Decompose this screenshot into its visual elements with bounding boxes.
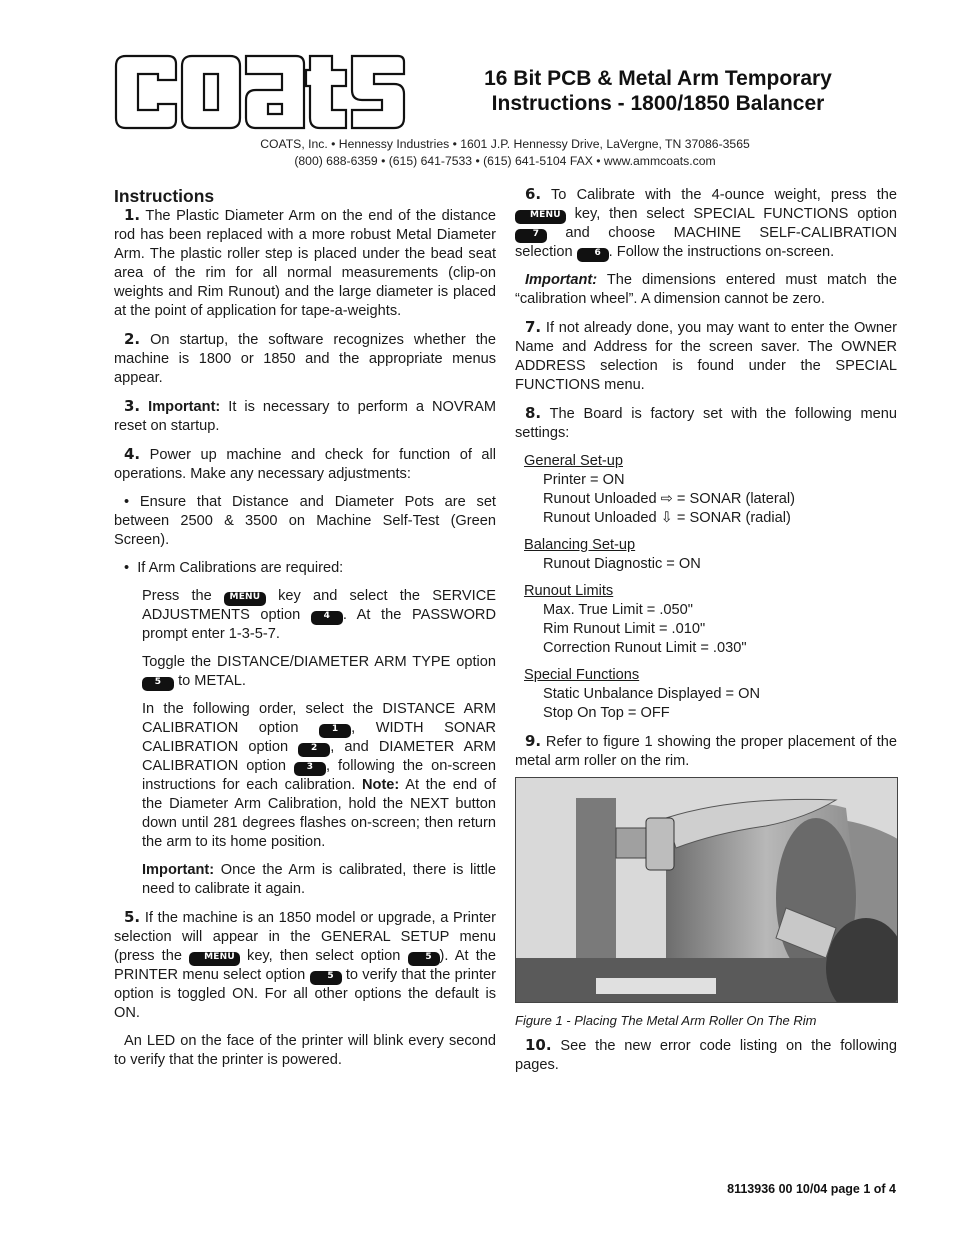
document-title: [440, 66, 876, 116]
coats-logo: [110, 52, 408, 132]
text: The Board is factory set with the following menu settings:: [515, 406, 897, 441]
text: , and DIAMETER ARM CALIBRATION option: [142, 739, 497, 774]
text: At the end of the Diameter Arm Calibration, hold the NEXT button down until 281 degrees flashes on-screen; then return the arm to its home position.: [142, 777, 496, 850]
sub-step-1: [114, 587, 496, 644]
key-4-icon: 4: [311, 611, 343, 625]
text: key and select the SERVICE ADJUSTMENTS option: [142, 588, 496, 623]
setting-item: Stop On Top = OFF: [543, 705, 670, 721]
bullet-icon: •: [124, 560, 130, 576]
settings-group-heading: General Set-up: [524, 453, 623, 469]
step-text: On startup, the software recognizes whether the machine is 1800 or 1850 and the appropriate menus appear.: [114, 332, 497, 386]
step-7: [515, 318, 897, 395]
text: See the new error code listing on the following pages.: [515, 1038, 897, 1073]
bullet-text: Ensure that Distance and Diameter Pots are set between 2500 & 3500 on Machine Self-Test (Green Screen).: [114, 494, 496, 548]
figure-1-photo: [515, 777, 898, 1003]
sub-step-3: [114, 700, 496, 852]
text: and choose MACHINE SELF-CALIBRATION selection: [515, 225, 897, 260]
address-line-2: (800) 688-6359 • (615) 641-7533 • (615) 641-5104 FAX • www.ammcoats.com: [294, 154, 716, 168]
company-address: [240, 136, 770, 170]
settings-group-runout: [524, 582, 897, 658]
step-number: 10.: [525, 1036, 552, 1054]
text: Refer to figure 1 showing the proper placement of the metal arm roller on the rim.: [515, 734, 897, 769]
text: To Calibrate with the 4-ounce weight, press the: [551, 187, 897, 203]
menu-settings-list: [524, 452, 897, 723]
step-10: [515, 1036, 897, 1075]
step-number: 8.: [525, 404, 542, 422]
text: If the machine is an 1850 model or upgrade, a Printer selection will appear in the GENERAL SETUP menu (press the: [114, 910, 496, 964]
wheel-balancer-photo: [516, 778, 898, 1003]
setting-item: Rim Runout Limit = .010": [543, 621, 706, 637]
text: to METAL.: [178, 673, 246, 689]
right-column: [515, 185, 897, 1084]
key-5-icon: 5: [142, 677, 174, 691]
step-8: [515, 404, 897, 443]
text: Toggle the DISTANCE/DIAMETER ARM TYPE option: [142, 654, 496, 670]
settings-group-special: [524, 666, 897, 723]
text: The dimensions entered must match the “calibration wheel”. A dimension cannot be zero.: [515, 272, 897, 307]
text: , following the on-screen instructions for each calibration.: [142, 758, 497, 793]
step-9: [515, 732, 897, 771]
setting-item: Runout Unloaded ⇩ = SONAR (radial): [543, 510, 791, 526]
settings-group-heading: Special Functions: [524, 667, 640, 683]
setting-item: Runout Diagnostic = ON: [543, 556, 701, 572]
text: In the following order, select the DISTANCE ARM CALIBRATION option: [142, 701, 496, 736]
title-line-2: Instructions - 1800/1850 Balancer: [491, 92, 825, 115]
step-number: 9.: [525, 732, 542, 750]
note-label: Note:: [361, 777, 400, 793]
left-column: [114, 186, 496, 1079]
key-3-icon: 3: [294, 762, 326, 776]
important-label: Important:: [142, 862, 215, 878]
step-number: 7.: [525, 318, 542, 336]
text: . Follow the instructions on-screen.: [608, 244, 835, 260]
text: Once the Arm is calibrated, there is little need to calibrate it again.: [142, 862, 496, 897]
text: If not already done, you may want to enter the Owner Name and Address for the screen saver. The OWNER ADDRESS selection is found under the SPECIAL FUNCTIONS menu.: [515, 320, 897, 393]
step-text: It is necessary to perform a NOVRAM reset on startup.: [114, 399, 496, 434]
text: . At the PASSWORD prompt enter 1-3-5-7.: [142, 607, 496, 642]
settings-group-heading: Runout Limits: [524, 583, 614, 599]
menu-key-icon: MENU: [515, 210, 566, 224]
bullet-icon: •: [124, 494, 130, 510]
step-6-important: [515, 271, 897, 309]
bullet-1: [114, 493, 496, 550]
setting-item: Max. True Limit = .050": [543, 602, 693, 618]
step-2: [114, 330, 496, 388]
section-heading: Instructions: [114, 186, 215, 206]
settings-group-heading: Balancing Set-up: [524, 537, 636, 553]
step-text: The Plastic Diameter Arm on the end of the distance rod has been replaced with a more robust Metal Diameter Arm. The plastic roller step is placed under the bead seat area of the rim for all normal measurements (clip-on weights and Rim Runout) and the large diameter is placed at the point of application for tape-a-weights.: [114, 208, 497, 319]
text: ). At the PRINTER menu select option: [114, 948, 497, 983]
menu-key-icon: MENU: [224, 592, 266, 606]
figure-caption: Figure 1 - Placing The Metal Arm Roller On The Rim: [515, 1013, 817, 1028]
text: key, then select option: [247, 948, 401, 964]
step-number: 1.: [124, 206, 141, 224]
important-label: Important:: [148, 399, 221, 415]
important-label: Important:: [525, 272, 598, 288]
key-7-icon: 7: [515, 229, 547, 243]
key-1-icon: 1: [319, 724, 351, 738]
address-line-1: COATS, Inc. • Hennessy Industries • 1601 J.P. Hennessy Drive, LaVergne, TN 37086-3565: [260, 137, 750, 151]
setting-item: Runout Unloaded ⇨ = SONAR (lateral): [543, 491, 795, 507]
settings-group-general: [524, 452, 897, 528]
key-6-icon: 6: [577, 248, 609, 262]
setting-item: Static Unbalance Displayed = ON: [543, 686, 760, 702]
text: key, then select SPECIAL FUNCTIONS option: [574, 206, 897, 222]
text: to verify that the printer option is toggled ON. For all other options the default is ON.: [114, 967, 496, 1021]
bullet-text: If Arm Calibrations are required:: [137, 560, 344, 576]
step-text: Power up machine and check for function of all operations. Make any necessary adjustments:: [114, 447, 496, 482]
key-5-icon: 5: [310, 971, 342, 985]
key-2-icon: 2: [298, 743, 330, 757]
step-number: 5.: [124, 908, 141, 926]
key-5-icon: 5: [408, 952, 440, 966]
settings-group-balancing: [524, 536, 897, 574]
step-6: [515, 185, 897, 262]
step-3: [114, 397, 496, 436]
bullet-2: [114, 559, 496, 578]
title-line-1: 16 Bit PCB & Metal Arm Temporary: [484, 67, 832, 90]
led-note: An LED on the face of the printer will blink every second to verify that the printer is powered.: [114, 1033, 496, 1068]
step-number: 4.: [124, 445, 141, 463]
menu-key-icon: MENU: [189, 952, 240, 966]
sub-step-4: [114, 861, 496, 899]
setting-item: Printer = ON: [543, 472, 625, 488]
step-number: 2.: [124, 330, 141, 348]
step-4: [114, 445, 496, 484]
step-number: 6.: [525, 185, 542, 203]
sub-step-2: [114, 653, 496, 691]
step-1: [114, 206, 496, 321]
step-number: 3.: [124, 397, 141, 415]
text: Press the: [142, 588, 212, 604]
step-5: [114, 908, 496, 1023]
text: , WIDTH SONAR CALIBRATION option: [142, 720, 496, 755]
setting-item: Correction Runout Limit = .030": [543, 640, 747, 656]
page-footer: 8113936 00 10/04 page 1 of 4: [727, 1182, 896, 1196]
